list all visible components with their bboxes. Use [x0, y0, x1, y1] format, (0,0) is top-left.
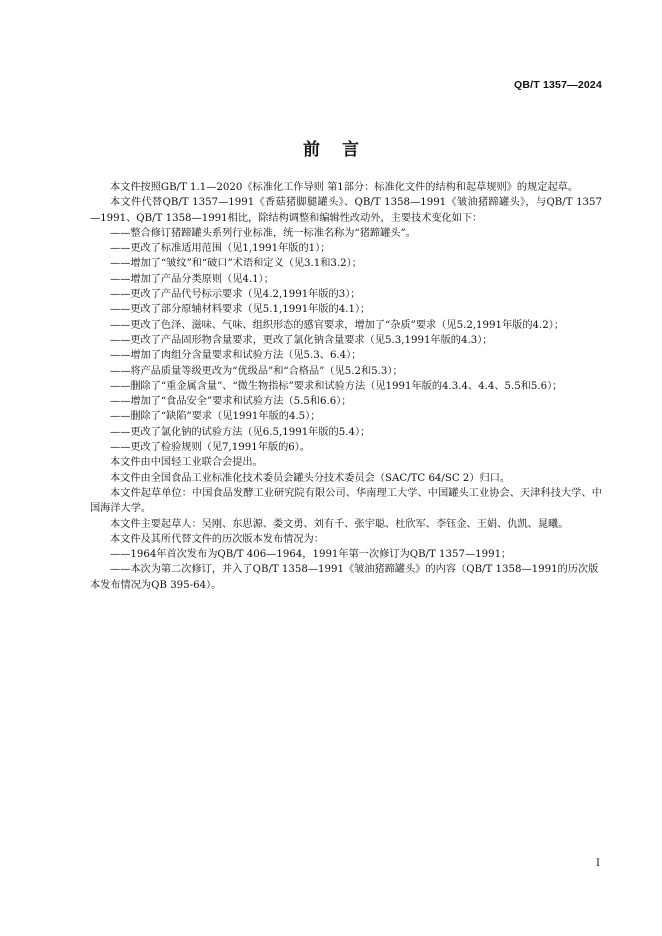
change-item: ——删除了“缺陷”要求（见1991年版的4.5）； — [110, 411, 321, 423]
page-number: I — [596, 858, 600, 869]
change-item: ——将产品质量等级更改为“优级品”和“合格品”（见5.2和5.3）； — [110, 365, 403, 377]
page-title: 前言 — [303, 140, 381, 160]
change-item: ——更改了部分原辅材料要求（见5.1,1991年版的4.1）； — [110, 304, 371, 316]
history-item: ——1964年首次发布为QB/T 406—1964，1991年第一次修订为QB/T 1357—1991； — [110, 549, 512, 561]
paragraph-committee: 本文件由全国食品工业标准化技术委员会罐头分技术委员会（SAC/TC 64/SC 2）归口。 — [110, 472, 511, 484]
change-item: ——更改了产品代号标示要求（见4.2,1991年版的3）； — [110, 289, 361, 301]
change-item: ——更改了检验规则（见7,1991年版的6）。 — [110, 442, 311, 454]
change-item: ——更改了色泽、滋味、气味、组织形态的感官要求，增加了“杂质”要求（见5.2,1991年版的4.2）； — [110, 319, 565, 331]
paragraph-proposer: 本文件由中国轻工业联合会提出。 — [110, 457, 263, 469]
foreword-body — [90, 180, 602, 593]
paragraph-basis: 本文件按照GB/T 1.1—2020《标准化工作导则 第1部分：标准化文件的结构和起草规则》的规定起草。 — [110, 182, 579, 193]
change-item: ——增加了产品分类原则（见4.1）； — [110, 273, 274, 285]
standard-code: QB/T 1357—2024 — [513, 79, 602, 91]
change-item: ——增加了“皱纹”和“破口”术语和定义（见3.1和3.2）； — [110, 258, 362, 270]
paragraph-drafting-units: 本文件起草单位：中国食品发酵工业研究院有限公司、华南理工大学、中国罐头工业协会、天津科技大学、中国海洋大学。 — [90, 487, 602, 515]
change-item: ——增加了“食品安全”要求和试验方法（5.5和6.6）； — [110, 396, 352, 408]
change-item: ——更改了产品固形物含量要求，更改了氯化钠含量要求（见5.3,1991年版的4.3）； — [110, 334, 493, 346]
change-item: ——更改了氯化钠的试验方法（见6.5,1991年版的5.4）； — [110, 426, 371, 438]
change-item: ——更改了标准适用范围（见1,1991年版的1）； — [110, 243, 331, 255]
history-item: ——本次为第二次修订，并入了QB/T 1358—1991《皱油猪蹄罐头》的内容（QB/T 1358—1991的历次版本发布情况为QB 395-64）。 — [90, 564, 599, 591]
paragraph-history: 本文件及其所代替文件的历次版本发布情况为： — [110, 533, 324, 545]
paragraph-replacement: 本文件代替QB/T 1357—1991《香菇猪脚腿罐头》、QB/T 1358—1991《皱油猪蹄罐头》，与QB/T 1357—1991、QB/T 1358—1991相比，除结构调整和编辑性改动外，主要技术变化如下： — [90, 197, 602, 224]
change-item: ——删除了“重金属含量”、“微生物指标”要求和试验方法（见1991年版的4.3.4、4.4、5.5和5.6）； — [110, 380, 563, 392]
paragraph-drafters: 本文件主要起草人：吴刚、东思源、娄文勇、刘有千、张宇聪、杜欣军、李钰金、王娟、仇凯、晁曦。 — [110, 518, 569, 530]
change-item: ——增加了肉组分含量要求和试验方法（见5.3、6.4）； — [110, 350, 362, 362]
change-item: ——整合修订猪蹄罐头系列行业标准，统一标准名称为“猪蹄罐头”。 — [110, 227, 416, 239]
